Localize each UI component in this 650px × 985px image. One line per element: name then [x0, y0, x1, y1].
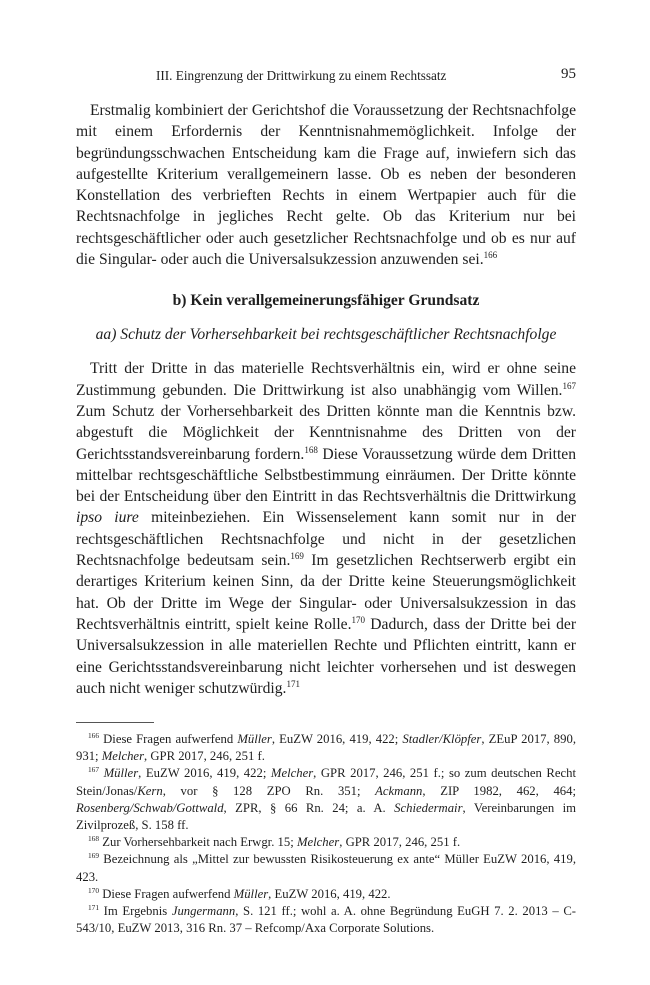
footnote-text: , EuZW 2016, 419, 422; — [271, 732, 403, 746]
footnote-author: Schiedermair — [394, 800, 463, 815]
footnote-author: Melcher — [270, 766, 314, 781]
footnote-text: , ZEuP 2017, 890, 931; — [76, 732, 576, 764]
footnote-ref-167[interactable]: 167 — [562, 380, 576, 391]
footnote-text: , GPR 2017, 246, 251 f. — [339, 835, 461, 850]
footnote-text: Im Ergebnis — [99, 904, 172, 919]
footnote-168 — [76, 834, 576, 851]
footnote-author: Melcher — [296, 835, 340, 850]
footnote-text: , vor § 128 ZPO Rn. 351; — [162, 783, 376, 798]
footnote-text: , GPR 2017, 246, 251 f. — [144, 749, 265, 764]
paragraph-2-sentence-2: Zum Schutz der Vorhersehbarkeit des Dritten könnte man die Kenntnis bzw. abgestuft die Möglichkeit der Kenntnisnahme des Dritten von der Gerichtsstandsvereinbarung fordern. — [76, 402, 576, 463]
footnote-number: 167 — [88, 765, 100, 775]
footnote-author: Müller — [103, 766, 139, 781]
paragraph-2-sentence-5: Dadurch, dass der Dritte bei der Universalsukzession in alle materiellen Rechte und Pflichten eintritt, kann er eine Gerichtsstandsvereinbarung nicht leichter vorhersehen und ist deswegen auch nicht weniger schutzwürdig. — [76, 615, 577, 697]
paragraph-2-sentence-4: Im gesetzlichen Rechtserwerb ergibt ein derartiges Kriterium keinen Sinn, da der Dritte keine Steuerungsmöglichkeit hat. Ob der Dritte im Wege der Singular- oder Universalsukzession in das Rechtsverhältnis eintritt, spielt keine Rolle. — [76, 552, 576, 633]
footnote-170 — [76, 886, 576, 903]
footnote-text: Diese Fragen aufwerfend — [99, 732, 238, 746]
footnote-text: Zur Vorhersehbarkeit nach Erwgr. 15; — [99, 835, 297, 850]
running-header — [76, 66, 576, 86]
footnote-author: Müller — [233, 886, 269, 901]
footnote-text: , GPR 2017, 246, 251 f.; so zum deutschen Recht Stein/Jonas/ — [76, 766, 576, 798]
book-page — [76, 0, 576, 985]
footnote-number: 170 — [88, 885, 100, 895]
footnote-author: Stadler/Klöpfer — [402, 732, 482, 746]
footnote-ref-168[interactable]: 168 — [304, 444, 318, 455]
footnote-167 — [76, 765, 576, 834]
footnote-author: Müller — [237, 732, 272, 746]
main-text — [76, 100, 576, 699]
footnote-text: , Vereinbarungen im Zivilprozeß, S. 158 ff. — [76, 800, 577, 833]
footnote-166 — [76, 731, 576, 765]
footnote-171 — [76, 903, 576, 937]
paragraph-2-sentence-3: Diese Voraussetzung würde dem Dritten mittelbar rechtsgeschäftliche Selbstbestimmung einräumen. Der Dritte könnte bei der Entscheidung über den Eintritt in das Rechtsverhältnis die Drittwirkung — [76, 445, 576, 506]
footnote-author: Jungermann — [171, 904, 236, 919]
paragraph-1-text: Erstmalig kombiniert der Gerichtshof die Voraussetzung der Rechtsnachfolge mit einem Erfordernis der Kenntnisnahmemöglichkeit. Infolge der begründungsschwachen Entscheidung kam die Frage auf, inwiefern sich das aufgestellte Kriterium verallgemeinern lasse. Ob es neben der besonderen Konstellation des verbrieften Rechts in einem Wertpapier auch für die Rechtsnachfolge in jegliches Recht gelte. Ob das Kriterium nur bei rechtsgeschäftlicher oder auch gesetzlicher Rechtsnachfolge und ob es nur auf die Singular- oder auch die Universalsukzession anzuwenden sei. — [76, 102, 576, 269]
footnote-ref-169[interactable]: 169 — [290, 550, 304, 561]
footnote-text: , EuZW 2016, 419, 422; — [138, 766, 271, 781]
footnote-author: Melcher — [101, 749, 145, 764]
page-number: 95 — [561, 66, 576, 82]
paragraph-2-latin-term: ipso iure — [76, 509, 139, 527]
footnote-text: , EuZW 2016, 419, 422. — [268, 886, 391, 901]
paragraph-2-sentence-3b: miteinbeziehen. Ein Wissenselement kann somit nur in der rechtsgeschäftlichen Rechtsnachfolge und nicht in der gesetzlichen Rechtsnachfolge bedeutsam sein. — [76, 509, 576, 570]
paragraph-1 — [76, 100, 576, 270]
section-heading-aa: aa) Schutz der Vorhersehbarkeit bei rechtsgeschäftlicher Rechtsnachfolge — [95, 326, 557, 344]
footnote-ref-166[interactable]: 166 — [483, 249, 498, 260]
footnote-author: Kern — [137, 783, 163, 798]
paragraph-2 — [76, 358, 576, 699]
footnote-ref-171[interactable]: 171 — [286, 678, 300, 689]
footnote-number: 166 — [88, 730, 100, 740]
running-header-title: III. Eingrenzung der Drittwirkung zu einem Rechtssatz — [156, 68, 447, 83]
footnote-ref-170[interactable]: 170 — [351, 614, 366, 625]
footnote-number: 168 — [88, 833, 100, 843]
footnote-author: Rosenberg/Schwab/Gottwald — [76, 800, 224, 815]
paragraph-2-sentence-1: Tritt der Dritte in das materielle Rechtsverhältnis ein, wird er ohne seine Zustimmung gebunden. Die Drittwirkung ist also unabhängig vom Willen. — [76, 360, 576, 399]
footnote-text: Bezeichnung als „Mittel zur bewussten Risikosteuerung ex ante“ Müller EuZW 2016, 419, 423. — [76, 852, 576, 884]
footnote-text: , ZIP 1982, 462, 464; — [422, 783, 576, 798]
footnote-separator — [76, 722, 154, 723]
footnote-169 — [76, 851, 576, 885]
footnote-author: Ackmann — [375, 783, 423, 798]
section-heading-b: b) Kein verallgemeinerungsfähiger Grundsatz — [172, 292, 480, 310]
footnote-number: 171 — [88, 902, 100, 912]
footnote-text: , ZPR, § 66 Rn. 24; a. A. — [223, 800, 395, 815]
footnotes — [76, 731, 576, 937]
footnote-text: , S. 121 ff.; wohl a. A. ohne Begründung EuGH 7. 2. 2013 – C-543/10, EuZW 2013, 316 Rn. 37 – Refcomp/Axa Corporate Solutions. — [76, 904, 577, 936]
footnote-number: 169 — [88, 851, 100, 861]
footnote-text: Diese Fragen aufwerfend — [99, 886, 234, 901]
